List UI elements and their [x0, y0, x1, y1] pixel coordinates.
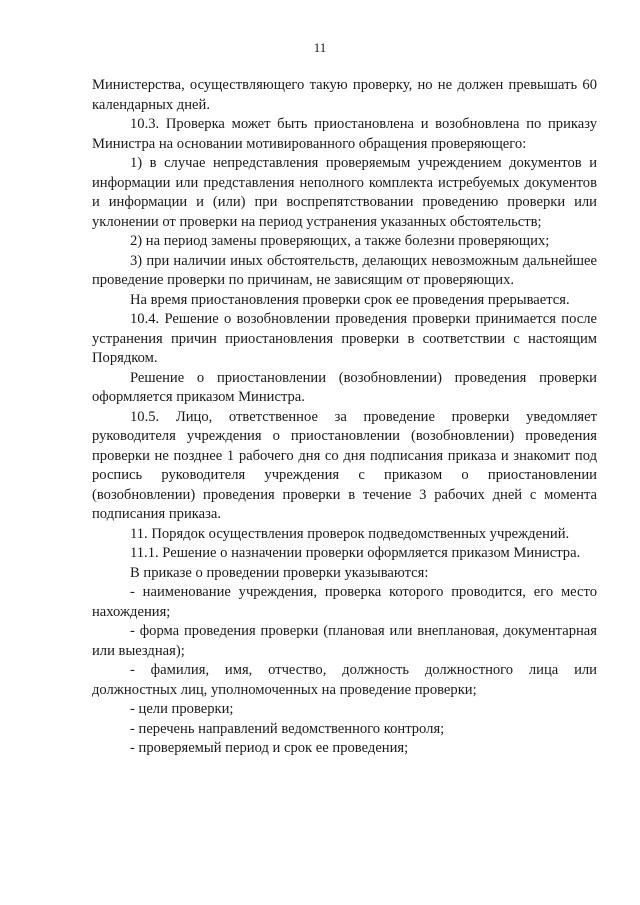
list-item: - цели проверки; — [130, 701, 234, 717]
list-item: - проверяемый период и срок ее проведения; — [130, 740, 409, 756]
section-heading: 11. Порядок осуществления проверок подведомственных учреждений. — [130, 525, 570, 542]
document-body — [92, 76, 597, 759]
page-number: 11 — [313, 40, 327, 55]
list-item: - перечень направлений ведомственного контроля; — [130, 720, 445, 737]
paragraph: 1) в случае непредставления проверяемым учреждением документов и информации или представления неполного комплекта истребуемых документов и информации и (или) при воспрепятствовании проведению проверки или уклонении от проверки на период устранения указанных обстоятельств; — [92, 155, 597, 230]
list-item: - форма проведения проверки (плановая или внеплановая, документарная или выездная); — [92, 623, 597, 659]
paragraph: 10.4. Решение о возобновлении проведения проверки принимается после устранения причин приостановления проверки в соответствии с настоящим Порядком. — [92, 311, 597, 366]
paragraph: На время приостановления проверки срок ее проведения прерывается. — [130, 291, 570, 308]
paragraph: 10.3. Проверка может быть приостановлена и возобновлена по приказу Министра на основании мотивированного обращения проверяющего: — [92, 116, 597, 152]
paragraph: 10.5. Лицо, ответственное за проведение проверки уведомляет руководителя учреждения о приостановлении (возобновлении) проведения проверки не позднее 1 рабочего дня со дня подписания приказа и знакомит под роспись руководителя учреждения с приказом о приостановлении (возобновлении) проведения проверки в течение 3 рабочих дней с момента подписания приказа. — [92, 408, 597, 522]
list-item: - фамилия, имя, отчество, должность должностного лица или должностных лиц, уполномоченных на проведение проверки; — [92, 662, 597, 698]
paragraph: 3) при наличии иных обстоятельств, делающих невозможным дальнейшее проведение проверки по причинам, не зависящим от проверяющих. — [92, 252, 597, 288]
list-item: - наименование учреждения, проверка которого проводится, его место нахождения; — [92, 584, 597, 620]
paragraph: Решение о приостановлении (возобновлении) проведения проверки оформляется приказом Министра. — [92, 369, 597, 405]
paragraph: Министерства, осуществляющего такую проверку, но не должен превышать 60 календарных дней. — [92, 77, 597, 113]
paragraph: 11.1. Решение о назначении проверки оформляется приказом Министра. — [130, 545, 581, 561]
paragraph: В приказе о проведении проверки указываются: — [130, 564, 429, 581]
paragraph: 2) на период замены проверяющих, а также болезни проверяющих; — [130, 233, 550, 249]
